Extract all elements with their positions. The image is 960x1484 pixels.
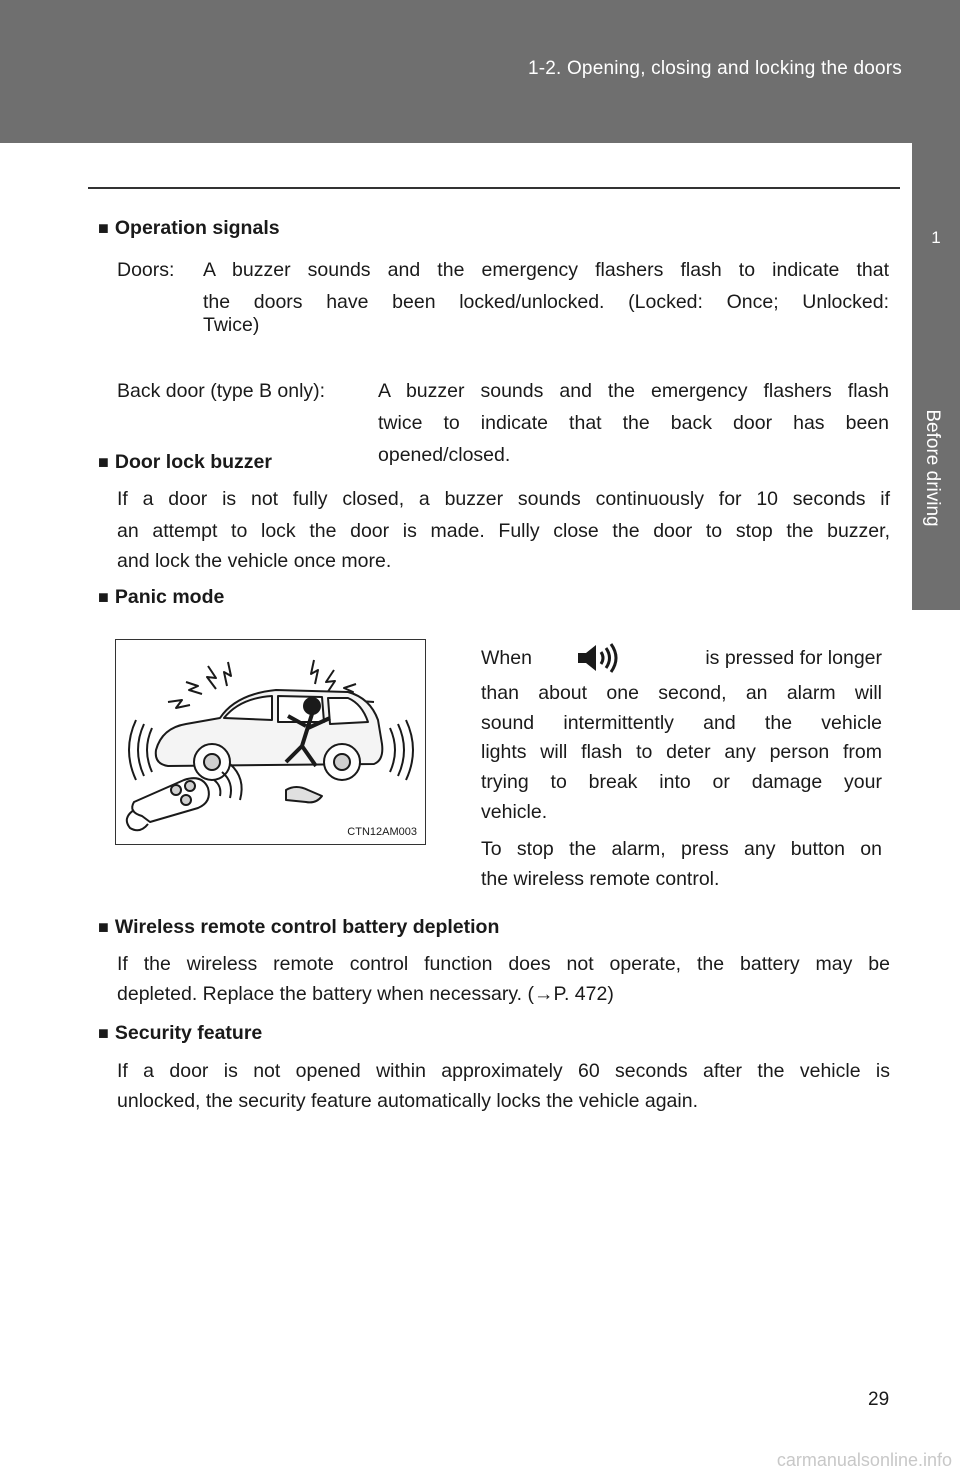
heading-security-feature: ■ Security feature bbox=[98, 1022, 263, 1044]
car-alarm-illustration bbox=[116, 640, 424, 843]
figure-code: CTN12AM003 bbox=[347, 826, 417, 838]
panic-intro-line bbox=[481, 643, 882, 673]
page-number: 29 bbox=[868, 1389, 890, 1410]
panic-line-5: trying to break into or damage your bbox=[481, 771, 882, 793]
back-door-term: Back door (type B only): bbox=[117, 380, 326, 402]
heading-panic-mode: ■ Panic mode bbox=[98, 586, 225, 608]
panic-line-3: sound intermittently and the vehicle bbox=[481, 712, 882, 734]
heading-operation-signals: ■ Operation signals bbox=[98, 217, 280, 239]
back-door-line-2: twice to indicate that the back door has been bbox=[378, 412, 889, 434]
security-line-2: unlocked, the security feature automatically locks the vehicle again. bbox=[117, 1090, 698, 1112]
panic-button-icon bbox=[574, 643, 620, 673]
square-bullet-icon: ■ bbox=[98, 587, 109, 607]
back-door-line-3: opened/closed. bbox=[378, 444, 511, 466]
doors-line-3: Twice) bbox=[203, 314, 260, 336]
back-door-line-1: A buzzer sounds and the emergency flashers flash bbox=[378, 380, 889, 402]
square-bullet-icon: ■ bbox=[98, 452, 109, 472]
side-tab-number: 1 bbox=[931, 228, 941, 247]
section-title-header: 1-2. Opening, closing and locking the doors bbox=[527, 58, 902, 79]
doors-line-1: A buzzer sounds and the emergency flashers flash to indicate that bbox=[203, 259, 889, 281]
panic-line-2: than about one second, an alarm will bbox=[481, 682, 882, 704]
buzzer-line-1: If a door is not fully closed, a buzzer sounds continuously for 10 seconds if bbox=[117, 488, 890, 510]
side-tab-label: Before driving bbox=[922, 409, 943, 527]
panic-stop-line-2: the wireless remote control. bbox=[481, 868, 720, 890]
buzzer-line-2: an attempt to lock the door is made. Fully close the door to stop the buzzer, bbox=[117, 520, 890, 542]
panic-line-4: lights will flash to deter any person from bbox=[481, 741, 882, 763]
header-rule bbox=[88, 187, 900, 189]
panic-intro-when: When bbox=[481, 647, 532, 669]
battery-line-1: If the wireless remote control function does not operate, the battery may be bbox=[117, 953, 890, 975]
heading-door-lock-buzzer: ■ Door lock buzzer bbox=[98, 451, 272, 473]
square-bullet-icon: ■ bbox=[98, 1023, 109, 1043]
panic-intro-rest: is pressed for longer bbox=[705, 647, 882, 669]
panic-line-6: vehicle. bbox=[481, 801, 548, 823]
panic-stop-line-1: To stop the alarm, press any button on bbox=[481, 838, 882, 860]
doors-line-2: the doors have been locked/unlocked. (Locked: Once; Unlocked: bbox=[203, 291, 889, 313]
square-bullet-icon: ■ bbox=[98, 917, 109, 937]
watermark: carmanualsonline.info bbox=[776, 1450, 952, 1470]
heading-battery-depletion: ■ Wireless remote control battery depletion bbox=[98, 916, 500, 938]
security-line-1: If a door is not opened within approximately 60 seconds after the vehicle is bbox=[117, 1060, 890, 1082]
buzzer-line-3: and lock the vehicle once more. bbox=[117, 550, 392, 572]
square-bullet-icon: ■ bbox=[98, 218, 109, 238]
panic-illustration bbox=[115, 639, 426, 845]
battery-line-2: depleted. Replace the battery when necessary. (→P. 472) bbox=[117, 983, 614, 1005]
doors-term: Doors: bbox=[117, 259, 175, 281]
